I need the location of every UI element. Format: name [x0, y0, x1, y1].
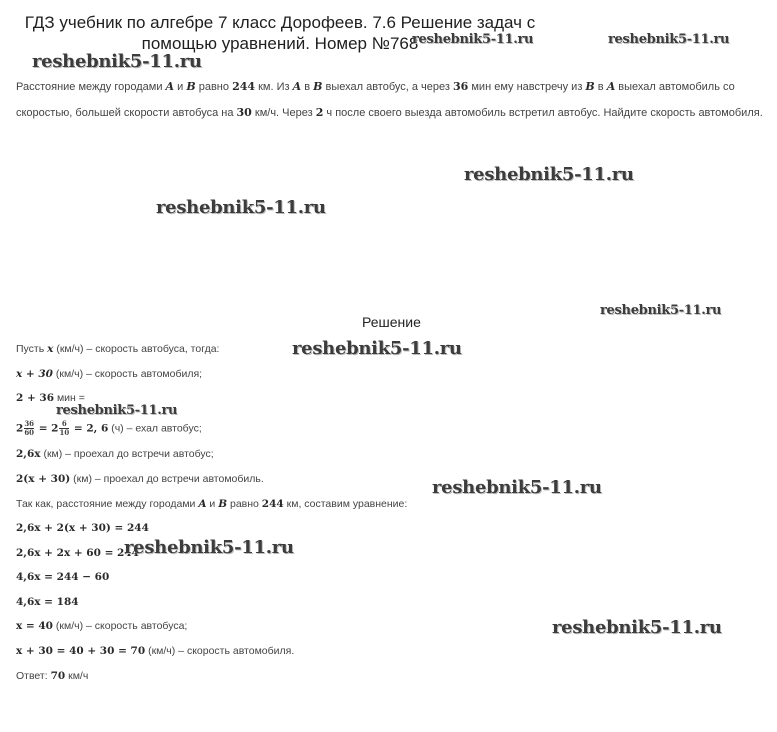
fraction-36-60: $\frac{36}{60}$ — [24, 419, 35, 437]
equation-3: 4,6x = 244 − 60 — [16, 571, 110, 583]
watermark: reshebnik5-11.ru — [608, 32, 730, 47]
solution-line-6: 2(x + 30) (км) – проехал до встречи автомобиль. — [16, 473, 264, 485]
equation-4: 4,6x = 184 — [16, 596, 79, 608]
equation-6: x + 30 = 40 + 30 = 70 (км/ч) – скорость автомобиля. — [16, 645, 295, 657]
watermark: reshebnik5-11.ru — [56, 403, 178, 418]
watermark: reshebnik5-11.ru — [464, 164, 634, 185]
page-title: ГДЗ учебник по алгебре 7 класс Дорофеев. 7.6 Решение задач с помощью уравнений. Номер №768 — [24, 13, 536, 53]
solution-line-3: 2 + 36 мин = — [16, 392, 85, 404]
solution-line-1: Пусть x (км/ч) – скорость автобуса, тогда: — [16, 343, 220, 355]
solution-line-7: Так как, расстояние между городами A и B равно 244 км, составим уравнение: — [16, 498, 408, 510]
watermark: reshebnik5-11.ru — [292, 338, 462, 359]
equation-5: x = 40 (км/ч) – скорость автобуса; — [16, 620, 188, 632]
solution-heading: Решение — [362, 314, 421, 330]
solution-line-5: 2,6x (км) – проехал до встречи автобус; — [16, 448, 214, 460]
problem-statement: Расстояние между городами A и B равно 244 км. Из A в B выехал автобус, а через 36 мин ему навстречу из B в A выехал автомобиль со скоростью, большей скорости автобуса на 30 км/ч. Через 2 ч после своего выезда автомобиль встретил автобус. Найдите скорость автомобиля. — [16, 80, 763, 119]
solution-line-2: x + 30 (км/ч) – скорость автомобиля; — [16, 368, 203, 380]
solution-line-4: 2 $\frac{36}{60}$ = 2 $\frac{6}{10}$ = 2, 6 (ч) – ехал автобус; — [16, 419, 202, 437]
watermark: reshebnik5-11.ru — [156, 197, 326, 218]
watermark: reshebnik5-11.ru — [32, 51, 202, 72]
fraction-6-10: $\frac{6}{10}$ — [59, 419, 70, 437]
watermark: reshebnik5-11.ru — [432, 477, 602, 498]
watermark: reshebnik5-11.ru — [552, 617, 722, 638]
equation-2: 2,6x + 2x + 60 = 244 — [16, 547, 139, 559]
watermark: reshebnik5-11.ru — [124, 537, 294, 558]
watermark: reshebnik5-11.ru — [600, 303, 722, 318]
equation-1: 2,6x + 2(x + 30) = 244 — [16, 522, 149, 534]
watermark: reshebnik5-11.ru — [412, 32, 534, 47]
answer-line: Ответ: 70 км/ч — [16, 670, 89, 682]
